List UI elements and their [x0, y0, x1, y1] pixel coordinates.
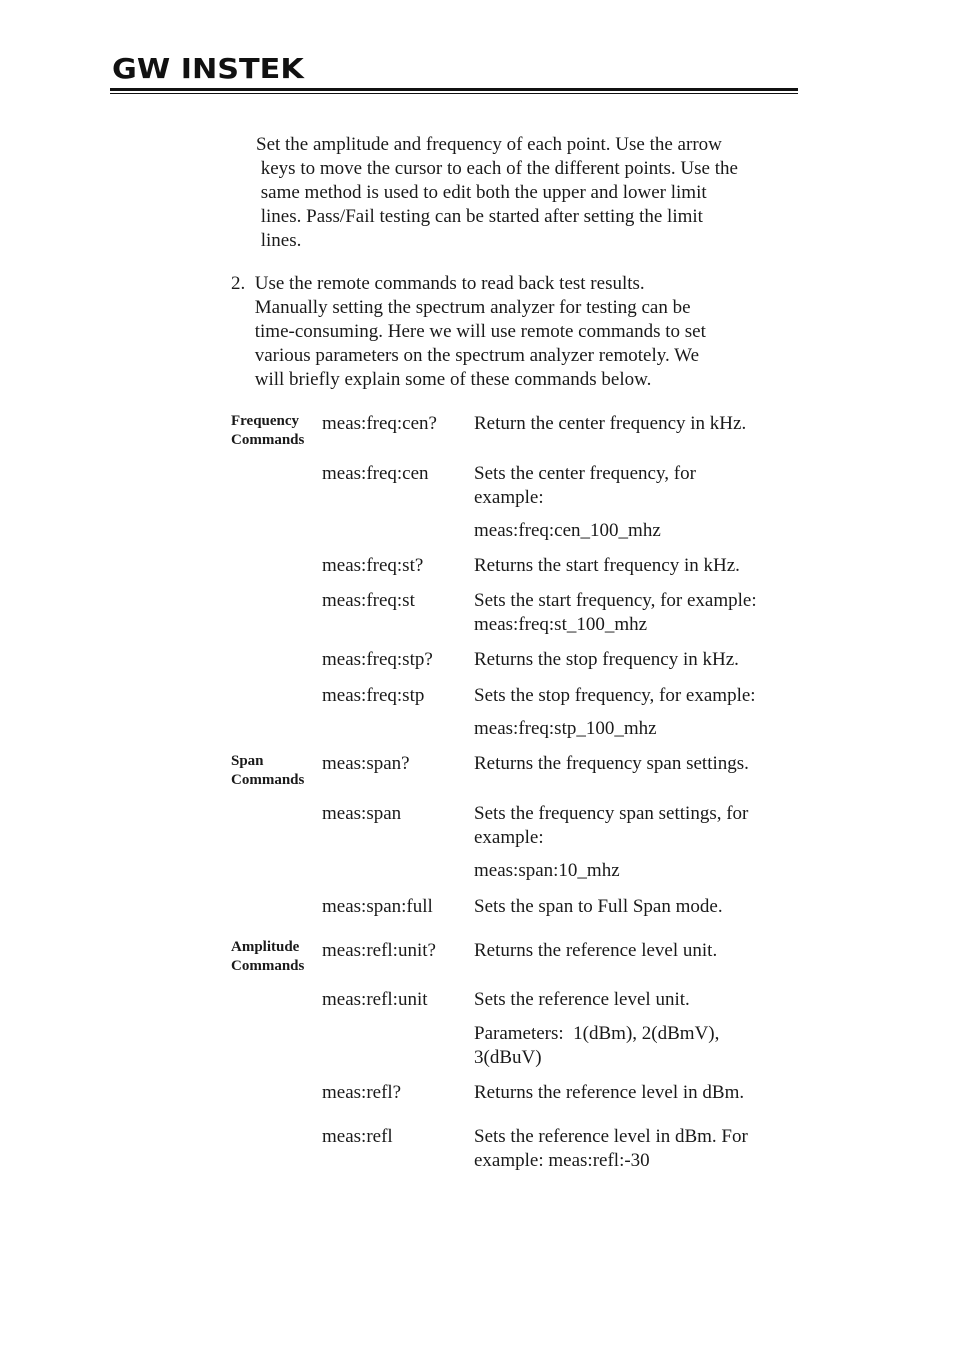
command-description: Sets the span to Full Span mode.: [474, 896, 723, 917]
category-amplitude-commands: Amplitude Commands: [231, 939, 305, 974]
command-name: meas:span?: [322, 753, 410, 774]
command-name: meas:freq:cen: [322, 463, 429, 484]
command-description: Returns the reference level in dBm.: [474, 1082, 745, 1103]
command-name: meas:span:full: [322, 896, 433, 917]
command-name: meas:freq:cen?: [322, 413, 437, 434]
command-name: meas:freq:st?: [322, 555, 424, 576]
command-description: Sets the start frequency, for example: meas:freq:st_100_mhz: [474, 590, 757, 635]
category-span-commands: Span Commands: [231, 753, 305, 788]
header-rule: [110, 88, 798, 91]
category-frequency-commands: Frequency Commands: [231, 413, 305, 448]
command-description: Returns the start frequency in kHz.: [474, 555, 740, 576]
command-name: meas:refl:unit: [322, 989, 428, 1010]
brand-logo: GW INSTEK: [112, 52, 304, 85]
intro-paragraph: Set the amplitude and frequency of each point. Use the arrow keys to move the cursor to each of the different points. Use the same method is used to edit both the upper and lower limit lines. Pass/Fail testing can be started after setting the limit lines.: [256, 134, 738, 251]
command-description: Returns the frequency span settings.: [474, 753, 749, 774]
command-name: meas:freq:st: [322, 590, 415, 611]
command-name: meas:refl:unit?: [322, 940, 436, 961]
command-description: Sets the center frequency, for example:: [474, 463, 696, 508]
command-description: Returns the stop frequency in kHz.: [474, 649, 739, 670]
command-name: meas:freq:stp: [322, 685, 425, 706]
header-rule-thin: [110, 93, 798, 94]
command-name: meas:span: [322, 803, 402, 824]
command-name: meas:refl: [322, 1126, 393, 1147]
step-2-paragraph: 2. Use the remote commands to read back test results. Manually setting the spectrum analyzer for testing can be time-consuming. Here we will use remote commands to set various parameters on the spectrum analyzer remotely. We will briefly explain some of these commands below.: [231, 273, 706, 390]
command-name: meas:freq:stp?: [322, 649, 433, 670]
command-description: Sets the stop frequency, for example:: [474, 685, 756, 706]
command-description: Return the center frequency in kHz.: [474, 413, 747, 434]
command-name: meas:refl?: [322, 1082, 402, 1103]
command-example: meas:freq:stp_100_mhz: [474, 718, 657, 739]
command-example: Parameters: 1(dBm), 2(dBmV), 3(dBuV): [474, 1023, 720, 1068]
command-example: meas:span:10_mhz: [474, 860, 620, 881]
command-description: Sets the frequency span settings, for example:: [474, 803, 749, 848]
command-description: Sets the reference level unit.: [474, 989, 690, 1010]
command-example: meas:freq:cen_100_mhz: [474, 520, 661, 541]
command-description: Returns the reference level unit.: [474, 940, 718, 961]
command-description: Sets the reference level in dBm. For example: meas:refl:-30: [474, 1126, 748, 1171]
